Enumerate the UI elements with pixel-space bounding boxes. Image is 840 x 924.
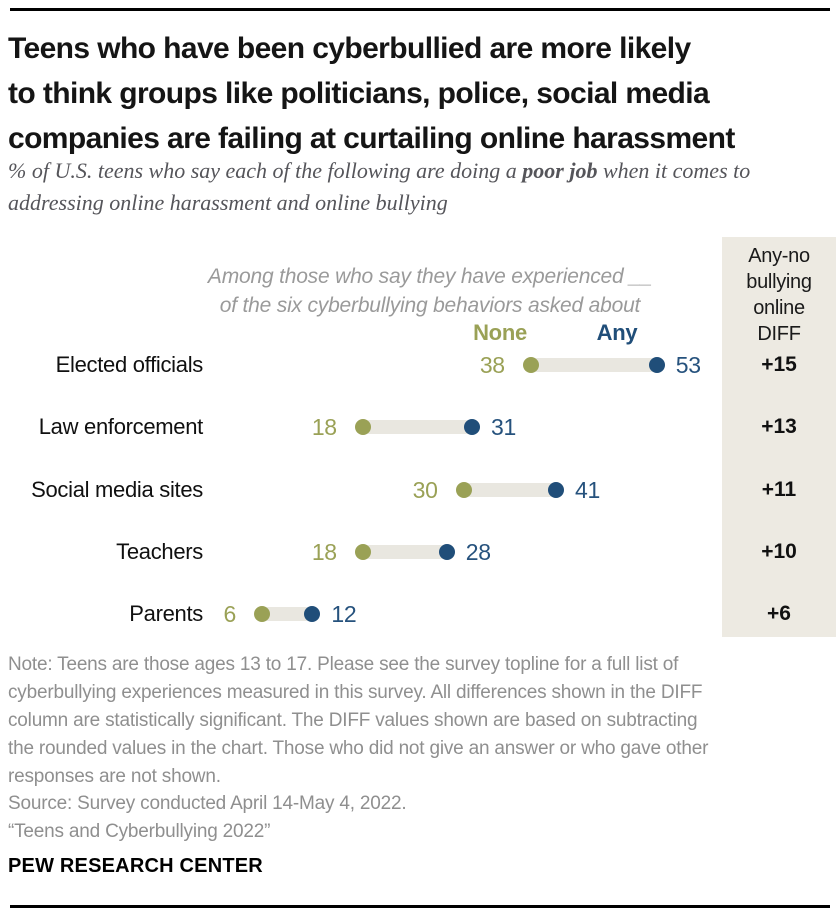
top-rule bbox=[10, 8, 830, 11]
value-none: 6 bbox=[223, 601, 236, 627]
dumbbell-connector bbox=[531, 358, 657, 372]
row-label: Law enforcement bbox=[38, 414, 203, 439]
diff-header-line-4: DIFF bbox=[757, 323, 801, 345]
value-any: 12 bbox=[331, 601, 357, 627]
value-none: 38 bbox=[479, 352, 505, 378]
diff-header-line-2: bullying bbox=[746, 271, 812, 293]
value-any: 31 bbox=[491, 414, 516, 440]
value-any: 41 bbox=[575, 477, 600, 503]
dot-none bbox=[523, 357, 539, 373]
pew-research-center-wordmark: PEW RESEARCH CENTER bbox=[8, 855, 263, 877]
diff-value: +10 bbox=[761, 540, 797, 563]
dumbbell-connector bbox=[464, 483, 556, 497]
chart-annotation bbox=[150, 262, 710, 320]
subtitle-part-1: % of U.S. teens who say each of the following are doing a bbox=[8, 158, 523, 183]
annotation-line-2: of the six cyberbullying behaviors asked about bbox=[219, 294, 641, 317]
diff-value: +11 bbox=[761, 478, 797, 501]
title-line-3: companies are failing at curtailing online harassment bbox=[8, 122, 735, 155]
row-label: Social media sites bbox=[31, 477, 203, 502]
value-none: 18 bbox=[311, 414, 337, 440]
dot-any bbox=[439, 544, 455, 560]
subtitle-part-2: when it comes to addressing online harassment and online bullying bbox=[8, 158, 751, 215]
legend-any-label: Any bbox=[596, 320, 638, 345]
diff-header-line-1: Any-no bbox=[748, 245, 810, 267]
title-line-1: Teens who have been cyberbullied are more likely bbox=[8, 32, 691, 65]
dot-any bbox=[464, 419, 480, 435]
diff-header-line-3: online bbox=[753, 297, 805, 319]
dot-any bbox=[649, 357, 665, 373]
diff-column-header bbox=[722, 243, 836, 347]
subtitle-bold-phrase: poor job bbox=[522, 158, 598, 183]
annotation-line-1: Among those who say they have experienced __ bbox=[207, 265, 653, 288]
dumbbell-connector bbox=[363, 545, 447, 559]
dot-any bbox=[548, 482, 564, 498]
report-title-line: “Teens and Cyberbullying 2022” bbox=[8, 821, 271, 842]
dot-none bbox=[254, 606, 270, 622]
row-label: Parents bbox=[129, 601, 203, 626]
chart-title bbox=[8, 26, 832, 161]
title-line-2: to think groups like politicians, police, social media bbox=[8, 77, 710, 110]
row-label: Teachers bbox=[116, 539, 203, 564]
value-none: 30 bbox=[412, 477, 438, 503]
row-label: Elected officials bbox=[55, 352, 203, 377]
value-any: 28 bbox=[465, 539, 491, 565]
diff-value: +6 bbox=[767, 602, 791, 625]
bottom-rule bbox=[10, 905, 830, 908]
chart-subtitle bbox=[8, 155, 820, 219]
diff-value: +13 bbox=[761, 415, 797, 438]
source-line: Source: Survey conducted April 14-May 4, 2022. bbox=[8, 793, 407, 814]
dot-none bbox=[355, 544, 371, 560]
footnote: Note: Teens are those ages 13 to 17. Please see the survey topline for a full list of cyberbullying experiences measured in this survey. All differences shown in the DIFF column are statistically significant. The DIFF values shown are based on subtracting the rounded values in the chart. Those who did not give an answer or who gave other responses are not shown. bbox=[8, 654, 709, 787]
diff-value: +15 bbox=[761, 353, 797, 376]
legend-none-label: None bbox=[473, 320, 527, 345]
dumbbell-connector bbox=[363, 420, 472, 434]
value-none: 18 bbox=[311, 539, 337, 565]
value-any: 53 bbox=[675, 352, 701, 378]
dot-none bbox=[355, 419, 371, 435]
dot-none bbox=[456, 482, 472, 498]
dot-any bbox=[304, 606, 320, 622]
